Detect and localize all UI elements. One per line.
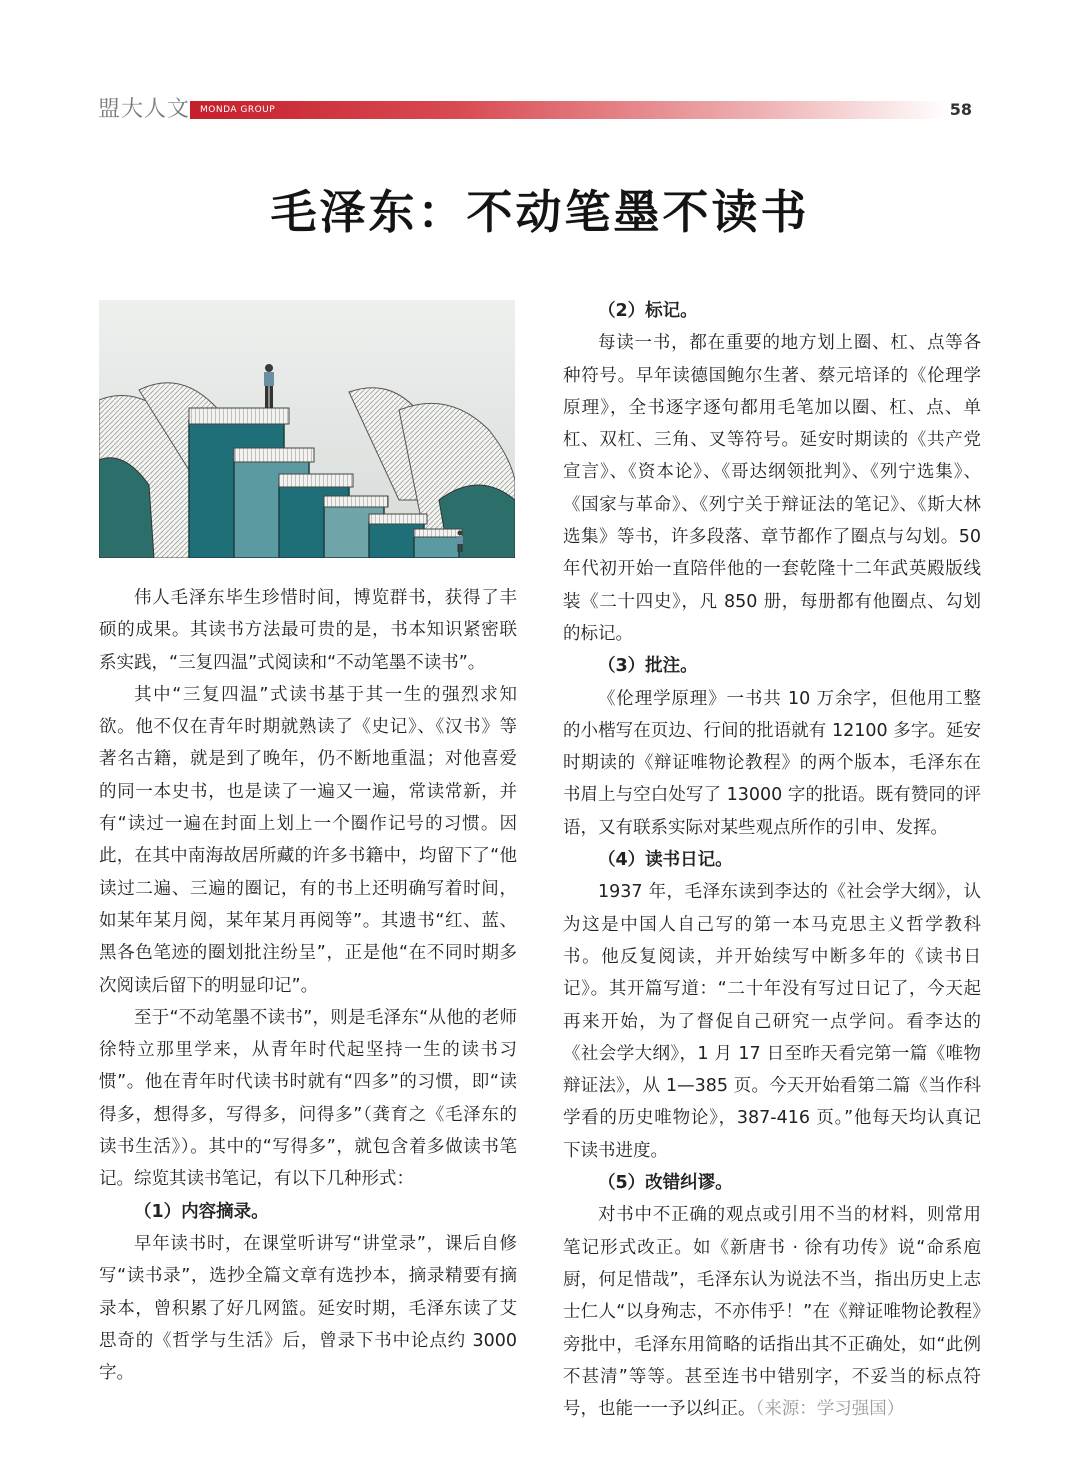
paragraph: 伟人毛泽东毕生珍惜时间，博览群书，获得了丰硕的成果。其读书方法最可贵的是，书本知识紧密联系实践，“三复四温”式阅读和“不动笔墨不读书”。 <box>99 588 517 673</box>
source-note: （来源：学习强国） <box>755 1399 905 1420</box>
paragraph: 《伦理学原理》一书共 10 万余字，但他用工整的小楷写在页边、行间的批语就有 12100 多字。延安时期读的《辩证唯物论教程》的两个版本，毛泽东在书眉上与空白处写了 13000 字的批语。既有赞同的评语，又有联系实际对某些观点所作的引申、发挥。 <box>563 688 981 838</box>
paragraph <box>563 1199 981 1425</box>
section-heading: （4）读书日记。 <box>598 850 733 871</box>
paragraph: 每读一书，都在重要的地方划上圈、杠、点等各种符号。早年读德国鲍尔生著、蔡元培译的《伦理学原理》，全书逐字逐句都用毛笔加以圈、杠、点、单杠、双杠、三角、叉等符号。延安时期读的《共产党宣言》、《资本论》、《哥达纲领批判》、《列宁选集》、《国家与革命》、《列宁关于辩证法的笔记》、《斯大林选集》等书，许多段落、章节都作了圈点与勾划。50 年代初开始一直陪伴他的一套乾隆十二年武英殿版线装《二十四史》，凡 850 册，每册都有他圈点、勾划的标记。 <box>563 333 981 644</box>
paragraph: 早年读书时，在课堂听讲写“讲堂录”，课后自修写“读书录”，选抄全篇文章有选抄本，摘录精要有摘录本，曾积累了好几网篮。延安时期，毛泽东读了艾思奇的《哲学与生活》后，曾录下书中论点约 3000 字。 <box>99 1233 517 1384</box>
article-title: 毛泽东：不动笔墨不读书 <box>270 185 810 239</box>
left-column <box>99 582 517 1389</box>
paragraph-text: 对书中不正确的观点或引用不当的材料，则常用笔记形式改正。如《新唐书 · 徐有功传》说“命系庖厨，何足惜哉”，毛泽东认为说法不当，指出历史上志士仁人“以身殉志，不亦伟乎！”在《辩证唯物论教程》旁批中，毛泽东用简略的话指出其不正确处，如“此例不甚清”等等。甚至连书中错别字，不妥当的标点符号，也能一一予以纠正。 <box>563 1205 981 1420</box>
books-illustration <box>99 300 515 558</box>
right-column <box>563 295 981 1425</box>
paragraph: 1937 年，毛泽东读到李达的《社会学大纲》，认为这是中国人自己写的第一本马克思主义哲学教科书。他反复阅读，并开始续写中断多年的《读书日记》。其开篇写道：“二十年没有写过日记了，今天起再来开始，为了督促自己研究一点学问。看李达的《社会学大纲》，1 月 17 日至昨天看完第一篇《唯物辩证法》，从 1—385 页。今天开始看第二篇《当作科学看的历史唯物论》，387-416 页。”他每天均认真记下读书进度。 <box>563 882 981 1161</box>
brand-bar <box>190 101 950 119</box>
section-heading: （1）内容摘录。 <box>134 1201 269 1222</box>
paragraph: 其中“三复四温”式读书基于其一生的强烈求知欲。他不仅在青年时期就熟读了《史记》、《汉书》等著名古籍，就是到了晚年，仍不断地重温；对他喜爱的同一本史书，也是读了一遍又一遍，常读常新，并有“读过一遍在封面上划上一个圈作记号的习惯。因此，在其中南海故居所藏的许多书籍中，均留下了“他读过二遍、三遍的圈记，有的书上还明确写着时间，如某年某月阅，某年某月再阅等”。其遗书“红、蓝、黑各色笔迹的圈划批注纷呈”，正是他“在不同时期多次阅读后留下的明显印记”。 <box>99 684 517 996</box>
section-heading: （3）批注。 <box>598 656 698 677</box>
page-number: 58 <box>949 100 972 119</box>
section-heading: （5）改错纠谬。 <box>598 1173 733 1194</box>
section-heading: （2）标记。 <box>598 301 698 321</box>
brand-name: 盟大人文 <box>98 97 191 122</box>
paragraph: 至于“不动笔墨不读书”，则是毛泽东“从他的老师徐特立那里学来，从青年时代起坚持一生的读书习惯”。他在青年时代读书时就有“四多”的习惯，即“读得多，想得多，写得多，问得多”（龚育之《毛泽东的读书生活》）。其中的“写得多”，就包含着多做读书笔记。综览其读书笔记，有以下几种形式： <box>99 1007 517 1190</box>
page-header <box>98 96 980 124</box>
brand-english: MONDA GROUP <box>200 105 276 115</box>
